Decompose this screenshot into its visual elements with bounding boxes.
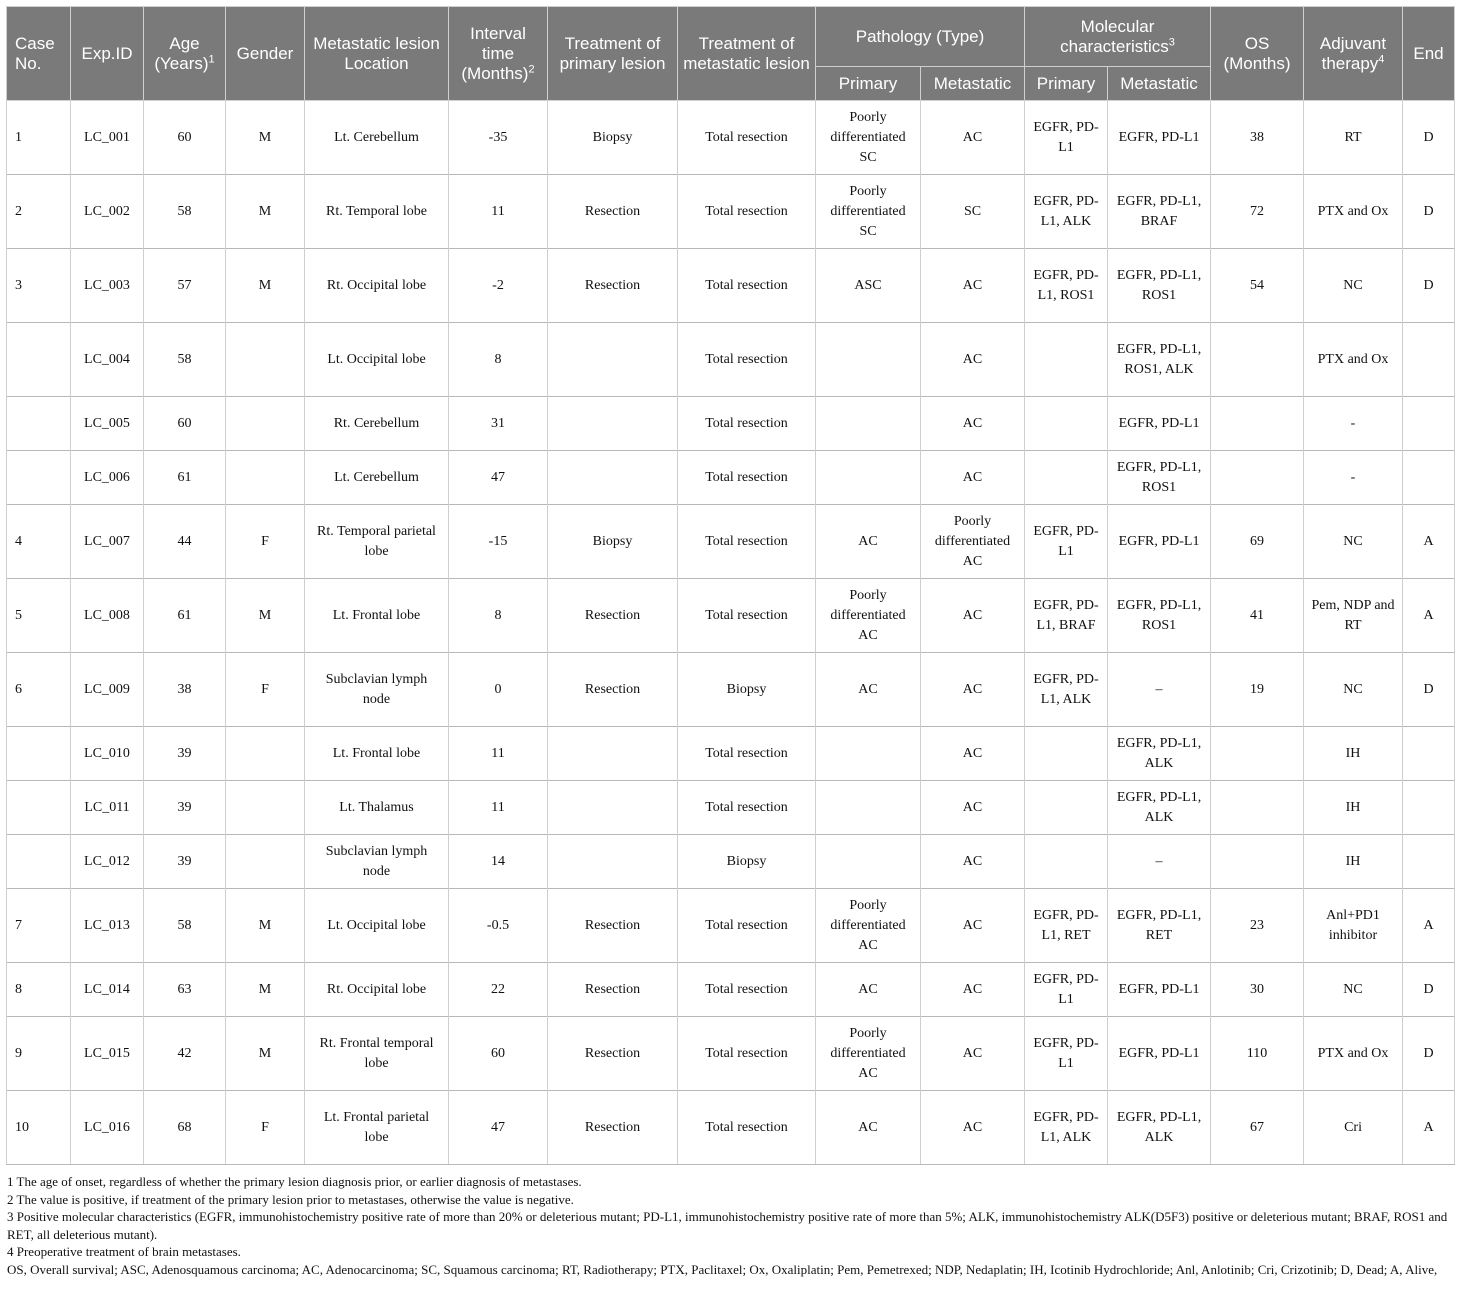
cell-pathology-metastatic: AC [921,101,1025,175]
cell-os [1211,323,1304,397]
cell-os: 30 [1211,963,1304,1017]
cell-exp-id: LC_012 [71,835,144,889]
cell-age: 60 [144,397,226,451]
cell-case-no: 3 [7,249,71,323]
cell-adjuvant: IH [1304,781,1403,835]
cell-exp-id: LC_008 [71,579,144,653]
cell-os: 110 [1211,1017,1304,1091]
cell-treatment-metastatic: Total resection [678,727,816,781]
table-row [7,175,1455,249]
cell-location: Lt. Cerebellum [305,101,449,175]
cell-interval: 0 [449,653,548,727]
footnote: 2 The value is positive, if treatment of the primary lesion prior to metastases, otherwise the value is negative. [7,1191,574,1207]
table-row [7,835,1455,889]
cell-interval: 8 [449,323,548,397]
cell-gender [226,397,305,451]
cell-gender [226,781,305,835]
cell-treatment-metastatic: Total resection [678,1017,816,1091]
cell-age: 44 [144,505,226,579]
cell-gender: M [226,249,305,323]
cell-os: 72 [1211,175,1304,249]
cell-molecular-primary: EGFR, PD-L1, ALK [1025,653,1108,727]
cell-case-no [7,781,71,835]
header-path-metastatic: Metastatic [921,67,1025,101]
cell-treatment-metastatic: Total resection [678,1091,816,1165]
cell-treatment-primary: Resection [548,653,678,727]
cell-gender [226,451,305,505]
cell-gender: F [226,505,305,579]
cell-age: 42 [144,1017,226,1091]
patient-table [6,6,1455,1165]
cell-case-no [7,835,71,889]
cell-pathology-metastatic: Poorly differentiated AC [921,505,1025,579]
cell-location: Subclavian lymph node [305,835,449,889]
table-row [7,727,1455,781]
cell-interval: 47 [449,451,548,505]
table-row [7,963,1455,1017]
cell-age: 61 [144,579,226,653]
cell-age: 68 [144,1091,226,1165]
cell-exp-id: LC_015 [71,1017,144,1091]
cell-adjuvant: - [1304,397,1403,451]
cell-end [1403,835,1455,889]
table-row [7,505,1455,579]
cell-molecular-metastatic: EGFR, PD-L1, RET [1108,889,1211,963]
cell-molecular-primary: EGFR, PD-L1, ALK [1025,1091,1108,1165]
cell-pathology-primary [816,835,921,889]
cell-location: Lt. Frontal lobe [305,579,449,653]
cell-exp-id: LC_016 [71,1091,144,1165]
cell-os: 23 [1211,889,1304,963]
cell-treatment-metastatic: Total resection [678,781,816,835]
cell-pathology-metastatic: AC [921,727,1025,781]
table-row [7,579,1455,653]
cell-end: A [1403,579,1455,653]
cell-location: Lt. Occipital lobe [305,889,449,963]
cell-treatment-primary: Resection [548,1017,678,1091]
table-container [6,6,1454,1278]
cell-end: D [1403,1017,1455,1091]
cell-molecular-metastatic: EGFR, PD-L1, ALK [1108,781,1211,835]
cell-adjuvant: NC [1304,653,1403,727]
cell-molecular-metastatic: EGFR, PD-L1 [1108,101,1211,175]
cell-molecular-primary [1025,397,1108,451]
cell-molecular-primary [1025,727,1108,781]
cell-molecular-primary [1025,835,1108,889]
cell-interval: -15 [449,505,548,579]
cell-case-no: 2 [7,175,71,249]
cell-treatment-metastatic: Biopsy [678,653,816,727]
header-treat-primary: Treatment of primary lesion [548,7,678,101]
cell-treatment-primary: Resection [548,963,678,1017]
cell-adjuvant: NC [1304,249,1403,323]
header-mol-metastatic: Metastatic [1108,67,1211,101]
cell-gender: F [226,1091,305,1165]
table-row [7,397,1455,451]
table-row [7,101,1455,175]
cell-interval: 11 [449,727,548,781]
cell-treatment-metastatic: Total resection [678,323,816,397]
cell-treatment-metastatic: Total resection [678,451,816,505]
header-treat-meta: Treatment of metastatic lesion [678,7,816,101]
header-path-primary: Primary [816,67,921,101]
cell-pathology-primary: Poorly differentiated AC [816,1017,921,1091]
cell-case-no [7,451,71,505]
cell-treatment-primary [548,835,678,889]
cell-end: D [1403,963,1455,1017]
header-interval: Interval time (Months)$^2$ [449,7,548,101]
cell-location: Lt. Occipital lobe [305,323,449,397]
cell-interval: -0.5 [449,889,548,963]
cell-molecular-metastatic: EGFR, PD-L1, ALK [1108,1091,1211,1165]
cell-end: A [1403,1091,1455,1165]
cell-pathology-primary: ASC [816,249,921,323]
cell-pathology-primary: Poorly differentiated AC [816,889,921,963]
cell-gender: M [226,889,305,963]
cell-age: 58 [144,323,226,397]
cell-pathology-primary: AC [816,1091,921,1165]
cell-treatment-metastatic: Total resection [678,397,816,451]
cell-location: Subclavian lymph node [305,653,449,727]
cell-case-no [7,727,71,781]
cell-treatment-metastatic: Total resection [678,101,816,175]
cell-treatment-primary: Biopsy [548,505,678,579]
table-row [7,1091,1455,1165]
cell-pathology-primary [816,451,921,505]
cell-adjuvant: Anl+PD1 inhibitor [1304,889,1403,963]
cell-age: 39 [144,781,226,835]
cell-end [1403,323,1455,397]
cell-end: A [1403,889,1455,963]
cell-age: 61 [144,451,226,505]
table-row [7,889,1455,963]
cell-molecular-metastatic: EGFR, PD-L1 [1108,1017,1211,1091]
cell-interval: -35 [449,101,548,175]
cell-end [1403,451,1455,505]
cell-pathology-metastatic: AC [921,889,1025,963]
cell-molecular-metastatic: EGFR, PD-L1, ROS1 [1108,249,1211,323]
cell-end: A [1403,505,1455,579]
header-location: Metastatic lesion Location [305,7,449,101]
cell-case-no [7,397,71,451]
cell-gender [226,323,305,397]
cell-treatment-primary: Biopsy [548,101,678,175]
cell-treatment-metastatic: Total resection [678,889,816,963]
cell-location: Lt. Frontal parietal lobe [305,1091,449,1165]
cell-interval: 14 [449,835,548,889]
cell-age: 63 [144,963,226,1017]
cell-interval: 8 [449,579,548,653]
cell-interval: 31 [449,397,548,451]
cell-location: Lt. Thalamus [305,781,449,835]
cell-case-no: 5 [7,579,71,653]
header-molecular: Molecular characteristics$^3$ [1025,7,1211,67]
cell-gender [226,727,305,781]
cell-os [1211,451,1304,505]
cell-treatment-primary: Resection [548,249,678,323]
footnote: 1 The age of onset, regardless of whether the primary lesion diagnosis prior, or earlier diagnosis of metastases. [7,1174,582,1189]
cell-location: Lt. Cerebellum [305,451,449,505]
cell-end [1403,397,1455,451]
cell-pathology-primary [816,781,921,835]
cell-pathology-metastatic: AC [921,835,1025,889]
cell-gender: M [226,579,305,653]
cell-location: Rt. Temporal lobe [305,175,449,249]
cell-treatment-metastatic: Total resection [678,579,816,653]
cell-pathology-metastatic: SC [921,175,1025,249]
cell-exp-id: LC_005 [71,397,144,451]
cell-molecular-primary: EGFR, PD-L1, ALK [1025,175,1108,249]
cell-pathology-metastatic: AC [921,451,1025,505]
cell-interval: 47 [449,1091,548,1165]
cell-interval: 60 [449,1017,548,1091]
table-header [7,7,1455,101]
header-end: End [1403,7,1455,101]
cell-gender: M [226,963,305,1017]
cell-exp-id: LC_002 [71,175,144,249]
cell-pathology-primary [816,397,921,451]
cell-treatment-metastatic: Total resection [678,505,816,579]
cell-adjuvant: PTX and Ox [1304,323,1403,397]
cell-molecular-metastatic: EGFR, PD-L1, ROS1, ALK [1108,323,1211,397]
cell-molecular-metastatic: EGFR, PD-L1, ROS1 [1108,451,1211,505]
cell-end: D [1403,653,1455,727]
cell-pathology-primary [816,323,921,397]
cell-pathology-metastatic: AC [921,397,1025,451]
cell-treatment-primary: Resection [548,889,678,963]
table-row [7,653,1455,727]
cell-interval: -2 [449,249,548,323]
cell-pathology-primary [816,727,921,781]
cell-molecular-primary: EGFR, PD-L1 [1025,1017,1108,1091]
cell-pathology-primary: Poorly differentiated AC [816,579,921,653]
cell-case-no: 1 [7,101,71,175]
cell-treatment-primary: Resection [548,175,678,249]
cell-exp-id: LC_007 [71,505,144,579]
cell-pathology-metastatic: AC [921,653,1025,727]
cell-location: Rt. Temporal parietal lobe [305,505,449,579]
cell-molecular-primary: EGFR, PD-L1 [1025,963,1108,1017]
footnote: 4 Preoperative treatment of brain metastases. [7,1244,241,1259]
cell-molecular-metastatic: EGFR, PD-L1, BRAF [1108,175,1211,249]
cell-gender: M [226,175,305,249]
cell-molecular-metastatic: EGFR, PD-L1 [1108,397,1211,451]
cell-case-no: 10 [7,1091,71,1165]
cell-os: 38 [1211,101,1304,175]
cell-treatment-metastatic: Total resection [678,249,816,323]
cell-interval: 11 [449,781,548,835]
cell-exp-id: LC_003 [71,249,144,323]
cell-location: Rt. Occipital lobe [305,249,449,323]
cell-gender: M [226,1017,305,1091]
cell-os [1211,397,1304,451]
cell-exp-id: LC_014 [71,963,144,1017]
table-body [7,101,1455,1165]
cell-treatment-primary: Resection [548,1091,678,1165]
cell-end: D [1403,101,1455,175]
cell-case-no: 8 [7,963,71,1017]
cell-molecular-primary: EGFR, PD-L1, RET [1025,889,1108,963]
cell-exp-id: LC_010 [71,727,144,781]
cell-adjuvant: PTX and Ox [1304,175,1403,249]
cell-exp-id: LC_013 [71,889,144,963]
cell-gender: M [226,101,305,175]
cell-age: 38 [144,653,226,727]
footnotes [6,1173,1454,1278]
cell-age: 39 [144,835,226,889]
cell-treatment-metastatic: Total resection [678,175,816,249]
cell-os [1211,727,1304,781]
cell-os [1211,781,1304,835]
footnote: OS, Overall survival; ASC, Adenosquamous carcinoma; AC, Adenocarcinoma; SC, Squamous carcinoma; RT, Radiotherapy; PTX, Paclitaxel; Ox, Oxaliplatin; Pem, Pemetrexed; NDP, Nedaplatin; IH, Icotinib Hydrochloride; Anl, Anlotinib; Cri, Crizotinib; D, Dead; A, Alive, [7,1261,1438,1277]
cell-location: Rt. Cerebellum [305,397,449,451]
cell-age: 58 [144,889,226,963]
cell-interval: 11 [449,175,548,249]
cell-molecular-primary: EGFR, PD-L1, ROS1 [1025,249,1108,323]
table-row [7,323,1455,397]
cell-molecular-primary: EGFR, PD-L1 [1025,505,1108,579]
cell-gender [226,835,305,889]
table-row [7,1017,1455,1091]
cell-case-no: 4 [7,505,71,579]
cell-age: 39 [144,727,226,781]
cell-treatment-primary [548,781,678,835]
cell-molecular-primary: EGFR, PD-L1 [1025,101,1108,175]
cell-treatment-primary [548,727,678,781]
cell-os: 41 [1211,579,1304,653]
cell-case-no: 9 [7,1017,71,1091]
cell-os: 19 [1211,653,1304,727]
cell-os [1211,835,1304,889]
cell-adjuvant: IH [1304,835,1403,889]
cell-end [1403,727,1455,781]
cell-pathology-metastatic: AC [921,579,1025,653]
cell-os: 67 [1211,1091,1304,1165]
cell-molecular-primary: EGFR, PD-L1, BRAF [1025,579,1108,653]
cell-molecular-metastatic: – [1108,835,1211,889]
header-gender: Gender [226,7,305,101]
cell-end: D [1403,175,1455,249]
header-mol-primary: Primary [1025,67,1108,101]
cell-adjuvant: NC [1304,963,1403,1017]
cell-molecular-primary [1025,451,1108,505]
footnote: 3 Positive molecular characteristics (EGFR, immunohistochemistry positive rate of more than 20% or deleterious mutant; PD-L1, immunohistochemistry positive rate of more than 5%; ALK, immunohistochemistry ALK(D5F3) positive or deleterious mutant; BRAF, ROS1 and RET, all deleterious mutant). [7,1209,1448,1242]
cell-pathology-metastatic: AC [921,323,1025,397]
cell-adjuvant: PTX and Ox [1304,1017,1403,1091]
cell-molecular-metastatic: EGFR, PD-L1, ALK [1108,727,1211,781]
header-case-no: Case No. [7,7,71,101]
cell-exp-id: LC_001 [71,101,144,175]
cell-age: 57 [144,249,226,323]
cell-molecular-metastatic: EGFR, PD-L1 [1108,505,1211,579]
cell-pathology-metastatic: AC [921,249,1025,323]
cell-gender: F [226,653,305,727]
cell-exp-id: LC_011 [71,781,144,835]
cell-location: Rt. Frontal temporal lobe [305,1017,449,1091]
cell-treatment-metastatic: Total resection [678,963,816,1017]
header-os: OS (Months) [1211,7,1304,101]
cell-pathology-metastatic: AC [921,1017,1025,1091]
cell-treatment-primary [548,451,678,505]
cell-adjuvant: NC [1304,505,1403,579]
cell-pathology-primary: AC [816,963,921,1017]
cell-molecular-primary [1025,323,1108,397]
header-adjuvant: Adjuvant therapy$^4$ [1304,7,1403,101]
cell-interval: 22 [449,963,548,1017]
cell-molecular-metastatic: EGFR, PD-L1, ROS1 [1108,579,1211,653]
cell-location: Lt. Frontal lobe [305,727,449,781]
header-exp-id: Exp.ID [71,7,144,101]
cell-pathology-metastatic: AC [921,781,1025,835]
table-row [7,781,1455,835]
cell-adjuvant: Cri [1304,1091,1403,1165]
cell-end: D [1403,249,1455,323]
cell-end [1403,781,1455,835]
cell-treatment-primary: Resection [548,579,678,653]
cell-exp-id: LC_009 [71,653,144,727]
cell-treatment-primary [548,323,678,397]
cell-adjuvant: Pem, NDP and RT [1304,579,1403,653]
cell-molecular-primary [1025,781,1108,835]
cell-age: 60 [144,101,226,175]
cell-treatment-metastatic: Biopsy [678,835,816,889]
cell-adjuvant: RT [1304,101,1403,175]
cell-treatment-primary [548,397,678,451]
cell-adjuvant: - [1304,451,1403,505]
cell-pathology-primary: Poorly differentiated SC [816,101,921,175]
cell-molecular-metastatic: – [1108,653,1211,727]
cell-pathology-metastatic: AC [921,963,1025,1017]
header-pathology: Pathology (Type) [816,7,1025,67]
table-row [7,451,1455,505]
cell-case-no: 6 [7,653,71,727]
cell-os: 69 [1211,505,1304,579]
cell-pathology-metastatic: AC [921,1091,1025,1165]
table-row [7,249,1455,323]
cell-case-no [7,323,71,397]
cell-age: 58 [144,175,226,249]
cell-pathology-primary: AC [816,505,921,579]
cell-os: 54 [1211,249,1304,323]
cell-molecular-metastatic: EGFR, PD-L1 [1108,963,1211,1017]
header-age: Age (Years)$^1$ [144,7,226,101]
cell-exp-id: LC_006 [71,451,144,505]
cell-adjuvant: IH [1304,727,1403,781]
cell-location: Rt. Occipital lobe [305,963,449,1017]
cell-exp-id: LC_004 [71,323,144,397]
cell-pathology-primary: Poorly differentiated SC [816,175,921,249]
cell-case-no: 7 [7,889,71,963]
cell-pathology-primary: AC [816,653,921,727]
